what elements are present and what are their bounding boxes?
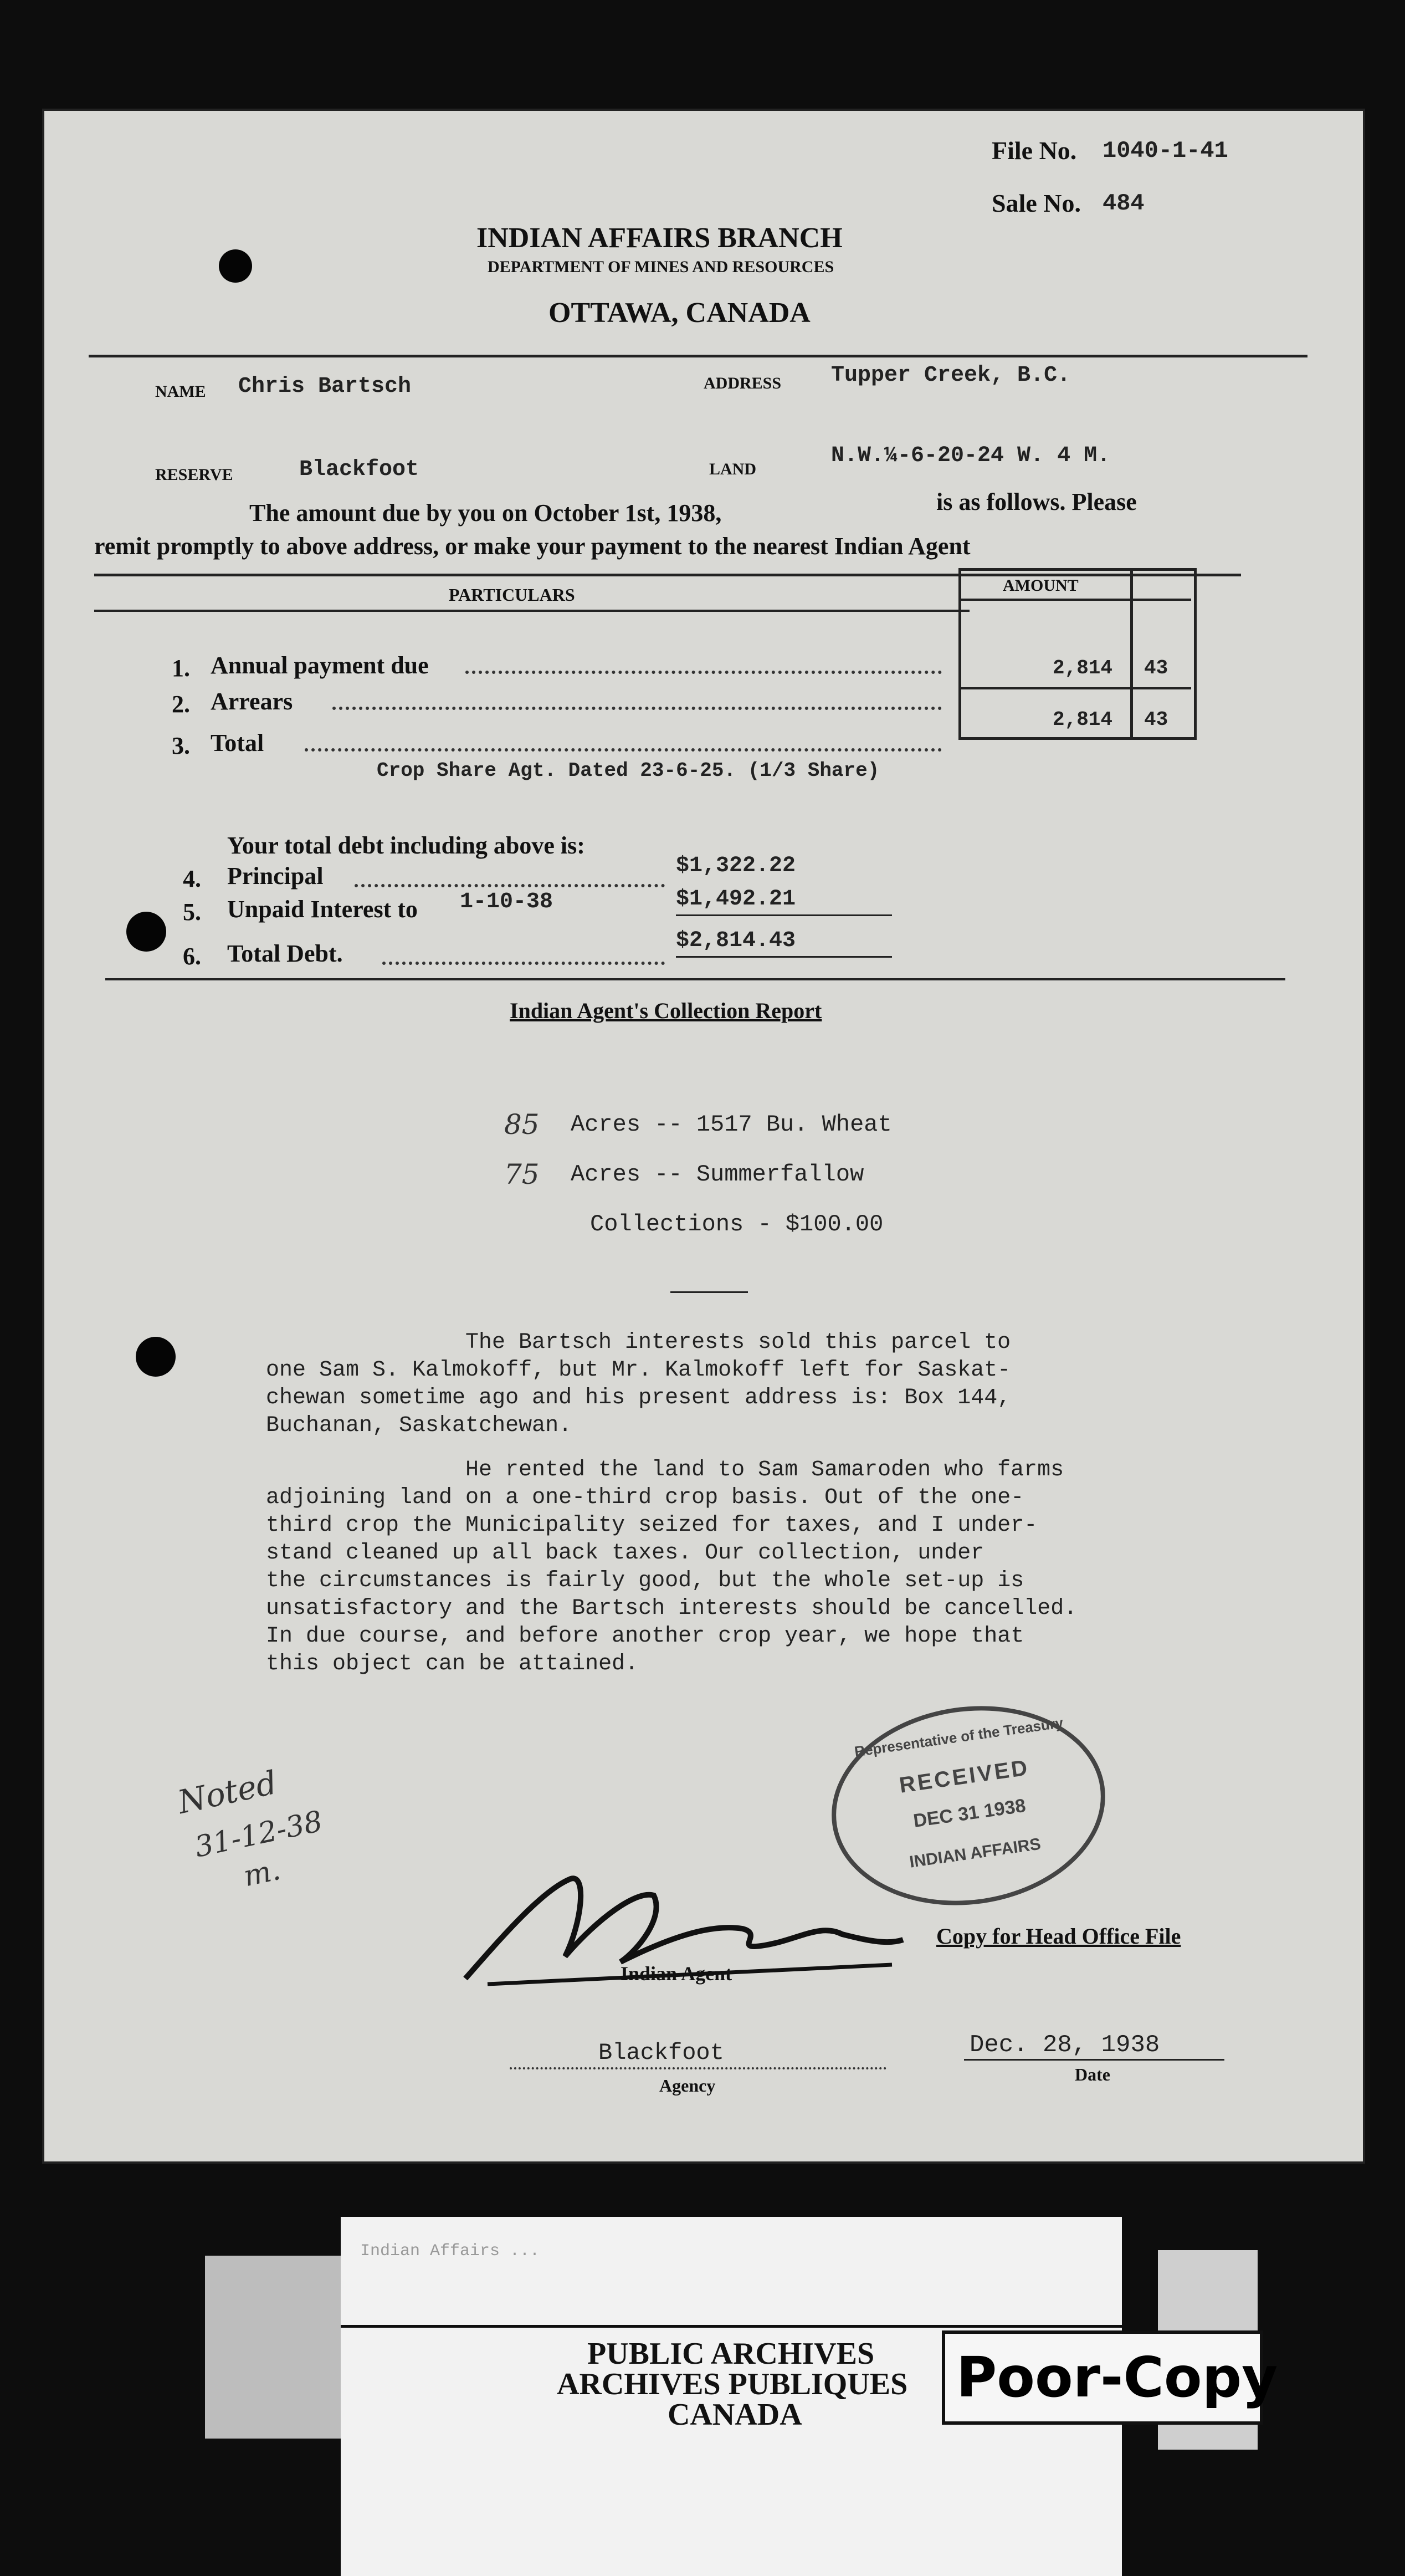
debt-intro: Your total debt including above is: <box>227 832 585 859</box>
amount-cents-divider <box>1130 568 1133 737</box>
leader-dots <box>382 962 665 965</box>
debt-num: 6. <box>183 943 201 970</box>
report-paragraph-line: chewan sometime ago and his present address is: Box 144, <box>266 1386 1011 1410</box>
date-line <box>964 2059 1224 2061</box>
debt-label-suffix: 1-10-38 <box>460 890 553 914</box>
report-paragraph-line: one Sam S. Kalmokoff, but Mr. Kalmokoff left for Saskat- <box>266 1358 1011 1383</box>
date-label: Date <box>1075 2064 1110 2084</box>
location-title: OTTAWA, CANADA <box>548 297 811 329</box>
agency-value: Blackfoot <box>598 2040 724 2066</box>
debt-value: $1,322.22 <box>676 853 796 878</box>
leader-dots <box>355 884 665 887</box>
debt-value: $1,492.21 <box>676 887 796 912</box>
report-collections: Collections - $100.00 <box>590 1211 884 1238</box>
report-paragraph-line: In due course, and before another crop year, we hope that <box>266 1624 1024 1649</box>
file-no-value: 1040-1-41 <box>1103 137 1228 164</box>
report-qty: 75 <box>504 1158 540 1190</box>
punch-hole <box>219 249 252 283</box>
report-paragraph-line: stand cleaned up all back taxes. Our collection, under <box>266 1541 984 1566</box>
report-paragraph-line: adjoining land on a one-third crop basis. Out of the one- <box>266 1485 1024 1510</box>
debt-underline <box>676 956 892 958</box>
amount-cents: 43 <box>1144 657 1168 679</box>
document-page <box>44 111 1363 2161</box>
debt-value: $2,814.43 <box>676 928 796 953</box>
debt-num: 5. <box>183 898 201 926</box>
handwritten-initial: m. <box>240 1853 284 1894</box>
poor-copy-text: Poor-Copy <box>956 2345 1278 2410</box>
notice-line-1-end: is as follows. Please <box>936 488 1137 515</box>
address-value: Tupper Creek, B.C. <box>831 363 1071 388</box>
archive-line-3: CANADA <box>668 2398 802 2432</box>
report-paragraph-line: third crop the Municipality seized for taxes, and I under- <box>266 1513 1038 1538</box>
branch-title: INDIAN AFFAIRS BRANCH <box>476 222 843 254</box>
item-label: Arrears <box>211 688 293 715</box>
debt-num: 4. <box>183 865 201 892</box>
report-paragraph-line: Buchanan, Saskatchewan. <box>266 1413 572 1438</box>
land-label: LAND <box>709 460 757 478</box>
name-label: NAME <box>155 382 206 401</box>
report-line: Acres -- Summerfallow <box>571 1161 864 1188</box>
poor-copy-label <box>942 2330 1278 2425</box>
item-label: Total <box>211 729 264 757</box>
notice-line-2: remit promptly to above address, or make your payment to the nearest Indian Agent <box>94 533 971 560</box>
archive-strip-text: Indian Affairs ... <box>360 2242 540 2261</box>
amount-dollars: 2,814 <box>1053 708 1113 731</box>
archive-footer-left-scrap <box>205 2256 341 2439</box>
report-paragraph-line: The Bartsch interests sold this parcel to <box>465 1330 1011 1355</box>
amount-dollars: 2,814 <box>1053 657 1113 679</box>
leader-dots <box>465 671 942 674</box>
particulars-header: PARTICULARS <box>449 585 575 605</box>
amount-header-rule <box>958 599 1191 601</box>
debt-label: Total Debt. <box>227 940 343 967</box>
archive-line-1: PUBLIC ARCHIVES <box>587 2337 875 2371</box>
handwritten-date: 31-12-38 <box>192 1805 326 1864</box>
item-num: 3. <box>172 732 190 759</box>
land-value: N.W.¼-6-20-24 W. 4 M. <box>831 443 1111 468</box>
report-line: Acres -- 1517 Bu. Wheat <box>571 1111 892 1138</box>
punch-hole <box>126 912 166 952</box>
archive-footer-divider <box>341 2325 1122 2328</box>
stamp-received: RECEIVED <box>898 1755 1031 1798</box>
item-num: 2. <box>172 691 190 718</box>
handwritten-noted: Noted <box>174 1763 280 1822</box>
particulars-header-rule <box>94 610 970 612</box>
leader-dots <box>332 707 942 710</box>
debt-underline <box>676 914 892 916</box>
amount-subtotal-rule <box>958 687 1191 689</box>
debt-label: Unpaid Interest to <box>227 896 418 923</box>
stamp-arc-top: Representative of the Treasury <box>853 1714 1064 1760</box>
crop-share-note: Crop Share Agt. Dated 23-6-25. (1/3 Share) <box>377 759 880 782</box>
sale-no-label: Sale No. <box>992 189 1081 217</box>
reserve-value: Blackfoot <box>299 457 419 482</box>
report-paragraph-line: unsatisfactory and the Bartsch interests should be cancelled. <box>266 1596 1078 1621</box>
debt-bottom-rule <box>105 978 1285 980</box>
archive-line-2: ARCHIVES PUBLIQUES <box>557 2367 908 2401</box>
reserve-label: RESERVE <box>155 466 233 484</box>
date-value: Dec. 28, 1938 <box>970 2031 1160 2059</box>
report-divider <box>670 1291 748 1293</box>
report-title: Indian Agent's Collection Report <box>510 998 822 1023</box>
amount-cents: 43 <box>1144 708 1168 731</box>
item-label: Annual payment due <box>211 652 429 679</box>
stamp-bottom: INDIAN AFFAIRS <box>908 1834 1042 1872</box>
report-paragraph-line: this object can be attained. <box>266 1652 639 1677</box>
notice-line-1: The amount due by you on October 1st, 1938, <box>249 499 722 527</box>
report-paragraph-line: the circumstances is fairly good, but the whole set-up is <box>266 1568 1024 1593</box>
signature-label: Indian Agent <box>621 1962 732 1985</box>
agency-label: Agency <box>659 2076 716 2095</box>
report-paragraph-line: He rented the land to Sam Samaroden who farms <box>465 1458 1064 1483</box>
amount-header: AMOUNT <box>1003 576 1079 595</box>
file-no-label: File No. <box>992 136 1077 165</box>
debt-label: Principal <box>227 862 324 890</box>
leader-dots <box>305 748 942 752</box>
item-num: 1. <box>172 655 190 682</box>
address-label: ADDRESS <box>704 374 782 392</box>
name-value: Chris Bartsch <box>238 374 412 399</box>
copy-note: Copy for Head Office File <box>936 1924 1181 1949</box>
sale-no-value: 484 <box>1103 190 1145 217</box>
department-title: DEPARTMENT OF MINES AND RESOURCES <box>488 258 834 276</box>
header-rule <box>89 355 1307 357</box>
report-qty: 85 <box>504 1108 540 1141</box>
agency-line <box>510 2067 886 2069</box>
stamp-date: DEC 31 1938 <box>912 1795 1027 1832</box>
punch-hole <box>136 1337 176 1377</box>
